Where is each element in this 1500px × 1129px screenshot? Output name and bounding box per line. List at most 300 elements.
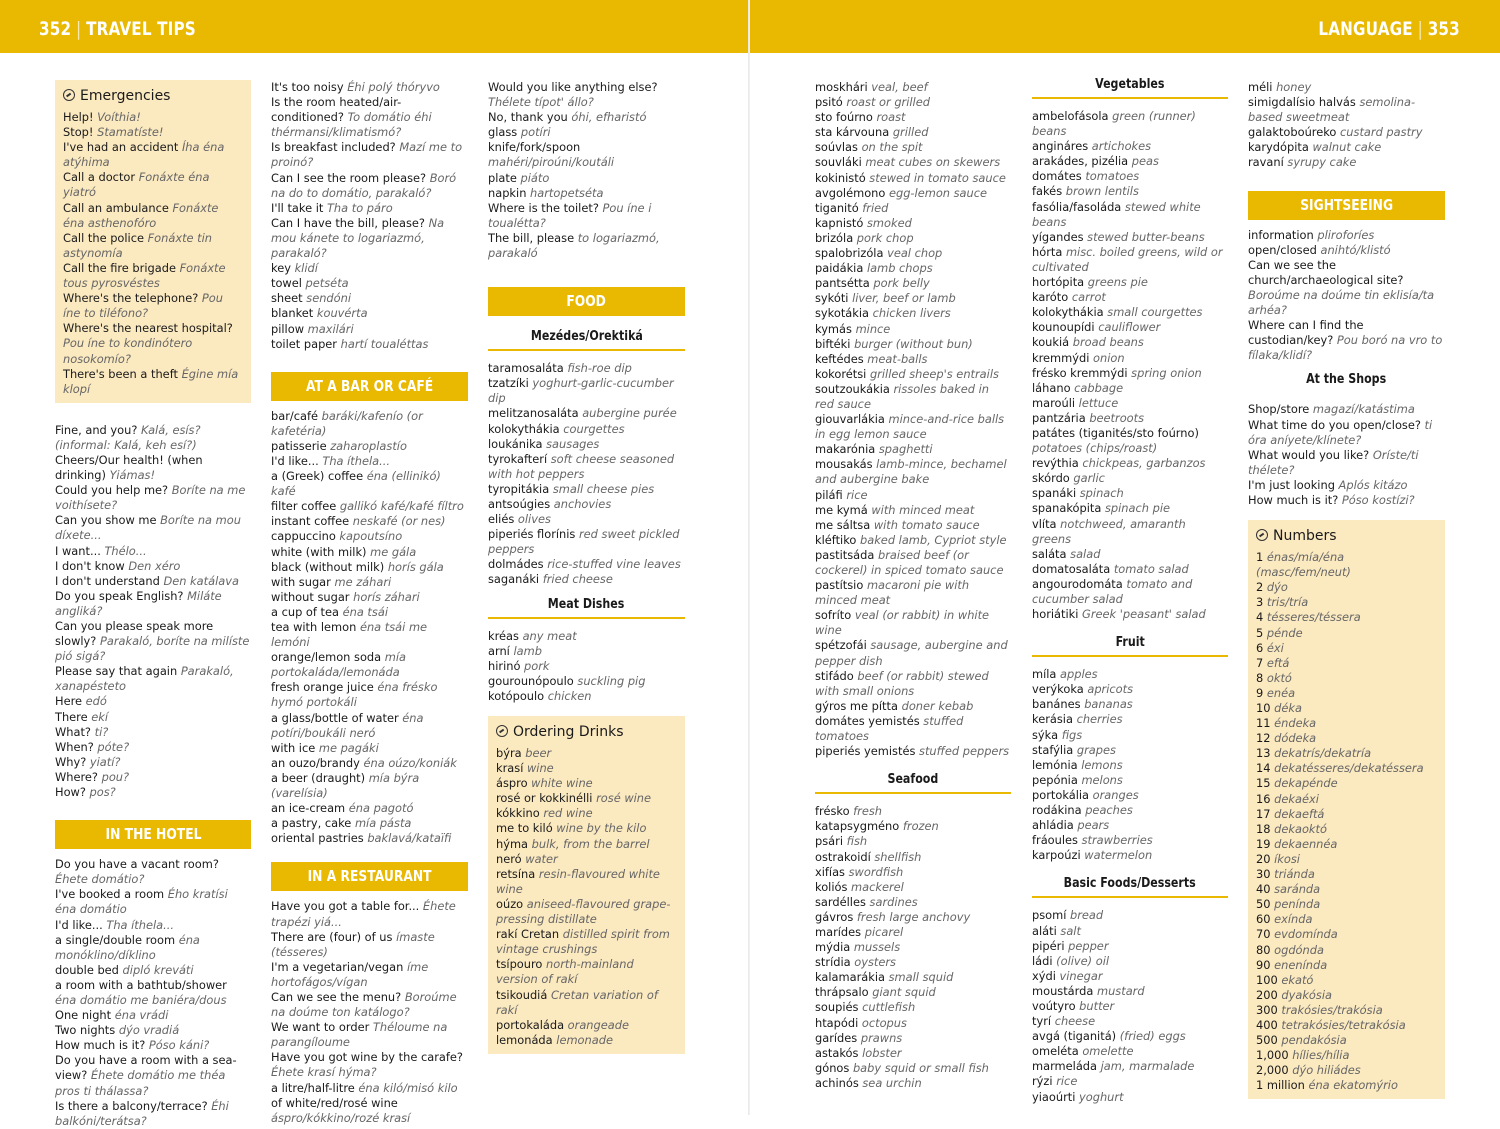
phrase-english: loukánika bbox=[488, 436, 547, 451]
phrase-entry bbox=[815, 186, 1011, 201]
phrase-greek: roast bbox=[876, 110, 906, 125]
phrase-english: Do you have a vacant room? bbox=[55, 857, 219, 872]
phrase-greek: baked lamb, Cypriot style bbox=[860, 532, 1007, 547]
phrase-english: cappuccino bbox=[271, 529, 340, 544]
phrase-entry bbox=[815, 488, 1011, 503]
phrase-greek: éna domátio me baniéra/dous bbox=[55, 992, 227, 1007]
phrase-greek: éna vrádi bbox=[114, 1008, 169, 1023]
phrase-greek: onion bbox=[1093, 350, 1125, 365]
phrase-greek: any meat bbox=[522, 628, 577, 643]
phrase-entry bbox=[815, 985, 1011, 1000]
phrase-english: I'd like... bbox=[55, 917, 107, 932]
right-section-title: LANGUAGE bbox=[1318, 18, 1413, 40]
phrase-entry bbox=[1256, 746, 1437, 761]
phrase-entry bbox=[271, 650, 468, 680]
phrase-english: an ouzo/brandy bbox=[271, 755, 364, 770]
phrase-greek: ti óra aníyete/klínete? bbox=[1248, 417, 1433, 447]
phrase-english: towel bbox=[271, 276, 306, 291]
phrase-english: domátes yemistés bbox=[815, 713, 924, 728]
phrase-greek: Égine mía klopí bbox=[63, 366, 239, 396]
phrase-english: The bill, please bbox=[488, 230, 578, 245]
phrase-english: gónos bbox=[815, 1060, 853, 1075]
phrase-english: 400 bbox=[1256, 1017, 1282, 1032]
phrase-english: gávros bbox=[815, 909, 857, 924]
phrase-english: spalobrizóla bbox=[815, 246, 888, 261]
phrase-entry bbox=[1032, 486, 1228, 501]
phrase-entry bbox=[488, 140, 685, 170]
phrase-greek: brown lentils bbox=[1065, 184, 1139, 199]
phrase-english: Help! bbox=[63, 110, 98, 124]
phrase-entry bbox=[815, 518, 1011, 533]
phrase-english: soúvlas bbox=[815, 140, 862, 155]
phrase-greek: (fried) eggs bbox=[1119, 1029, 1186, 1044]
vegetables-heading: Vegetables bbox=[1032, 76, 1228, 99]
phrase-greek: mustard bbox=[1096, 983, 1145, 998]
phrase-entry bbox=[1032, 411, 1228, 426]
phrase-english: How much is it? bbox=[1248, 492, 1342, 507]
seafood-list bbox=[815, 804, 1011, 1091]
phrase-entry bbox=[1248, 402, 1445, 417]
phrase-greek: maxilári bbox=[307, 321, 354, 336]
phrase-greek: bread bbox=[1070, 908, 1104, 923]
phrase-english: 2 bbox=[1256, 580, 1267, 595]
phrase-greek: courgettes bbox=[563, 421, 625, 436]
phrase-entry bbox=[1032, 788, 1228, 803]
phrase-english: I don't understand bbox=[55, 573, 164, 588]
phrase-entry bbox=[55, 725, 251, 740]
phrase-greek: honey bbox=[1276, 80, 1312, 94]
phrase-greek: braised beef (or cockerel) in spiced tomato sauce bbox=[815, 547, 1004, 577]
header-bar bbox=[0, 0, 1500, 53]
phrase-english: Please say that again bbox=[55, 664, 181, 679]
phrase-english: 18 bbox=[1256, 821, 1275, 836]
phrase-greek: sausages bbox=[546, 436, 600, 451]
phrase-greek: dekaéxi bbox=[1274, 791, 1319, 806]
phrase-greek: tésseres/téssera bbox=[1266, 610, 1361, 625]
phrase-greek: dekaennéa bbox=[1274, 836, 1338, 851]
phrase-entry bbox=[488, 512, 685, 527]
phrase-greek: potatoes (chips/roast) bbox=[1032, 441, 1158, 456]
phrase-english: tiganitó bbox=[815, 200, 863, 215]
phrase-entry bbox=[63, 110, 243, 125]
phrase-entry bbox=[271, 930, 468, 960]
phrase-greek: peas bbox=[1131, 154, 1159, 169]
phrase-entry bbox=[1032, 200, 1228, 230]
phrase-english: What? bbox=[55, 724, 95, 739]
phrase-greek: enéa bbox=[1266, 685, 1296, 700]
basic-foods-heading: Basic Foods/Desserts bbox=[1032, 875, 1228, 898]
phrase-greek: peaches bbox=[1085, 803, 1133, 818]
phrase-entry bbox=[496, 1033, 677, 1048]
phrase-greek: éna tsái me lemóni bbox=[271, 620, 428, 650]
column-1 bbox=[55, 80, 251, 1129]
phrase-entry bbox=[55, 1008, 251, 1023]
phrase-greek: greens pie bbox=[1087, 275, 1148, 290]
phrase-english: arní bbox=[488, 643, 514, 658]
phrase-greek: smoked bbox=[866, 215, 912, 230]
phrase-english: Do you have a room with a sea-view? bbox=[55, 1053, 237, 1083]
phrase-greek: spring onion bbox=[1131, 365, 1202, 380]
phrase-greek: Pou íne to tiléfono? bbox=[63, 291, 223, 321]
phrase-english: Call the fire brigade bbox=[63, 260, 180, 275]
phrase-greek: anchovies bbox=[553, 496, 612, 511]
phrase-greek: cherries bbox=[1076, 712, 1123, 727]
phrase-entry bbox=[1032, 908, 1228, 923]
phrase-english: Can we see the church/archaeological site? bbox=[1248, 257, 1404, 287]
phrase-english: gourounópoulo bbox=[488, 673, 578, 688]
phrase-greek: prawns bbox=[860, 1030, 903, 1045]
phrase-greek: red sweet pickled peppers bbox=[488, 527, 680, 557]
phrase-english: Cheers/Our health! (when drinking) bbox=[55, 452, 203, 483]
phrase-greek: cabbage bbox=[1074, 380, 1124, 395]
phrase-english: hórta bbox=[1032, 244, 1066, 259]
phrase-entry bbox=[815, 171, 1011, 186]
phrase-entry bbox=[1256, 1003, 1437, 1018]
drinks-title: Ordering Drinks bbox=[496, 722, 677, 742]
phrase-english: tyropitákia bbox=[488, 481, 553, 496]
phrase-english: I'll take it bbox=[271, 200, 327, 215]
right-page-number: 353 bbox=[1427, 18, 1460, 40]
phrase-entry bbox=[815, 895, 1011, 910]
phrase-english: láhano bbox=[1032, 380, 1075, 395]
phrase-english: 8 bbox=[1256, 670, 1267, 685]
phrase-english: neró bbox=[496, 851, 526, 866]
phrase-entry bbox=[496, 957, 677, 987]
phrase-english: 9 bbox=[1256, 685, 1267, 700]
phrase-english: kymás bbox=[815, 321, 856, 336]
phrase-english: pantzária bbox=[1032, 410, 1090, 425]
phrase-entry bbox=[1032, 547, 1228, 562]
phrase-entry bbox=[271, 899, 468, 929]
phrase-greek: (olive) oil bbox=[1056, 953, 1110, 968]
phrase-greek: Fonáxte tin astynomía bbox=[63, 230, 213, 260]
phrase-english: fresh orange juice bbox=[271, 680, 378, 695]
phrase-entry bbox=[488, 497, 685, 512]
phrase-greek: ekató bbox=[1281, 972, 1314, 987]
phrase-greek: spinach bbox=[1079, 486, 1124, 501]
phrase-english: retsína bbox=[496, 866, 539, 881]
phrase-english: marídes bbox=[815, 924, 865, 939]
phrase-entry bbox=[488, 406, 685, 421]
phrase-english: What time do you open/close? bbox=[1248, 417, 1425, 432]
phrase-english: patisserie bbox=[271, 438, 331, 453]
phrase-greek: salad bbox=[1070, 546, 1101, 561]
phrase-entry bbox=[1032, 607, 1228, 622]
phrase-greek: kapoutsíno bbox=[339, 529, 403, 544]
phrase-greek: olives bbox=[517, 512, 551, 527]
phrase-greek: Íha éna atýhima bbox=[63, 140, 225, 170]
phrase-entry bbox=[1256, 701, 1437, 716]
phrase-entry bbox=[815, 834, 1011, 849]
phrase-entry bbox=[496, 806, 677, 821]
phrase-entry bbox=[55, 574, 251, 589]
phrase-entry bbox=[55, 453, 251, 483]
phrase-english: gýros me pítta bbox=[815, 698, 902, 713]
phrase-english: kremmýdi bbox=[1032, 350, 1093, 365]
phrase-english: No, thank you bbox=[488, 110, 572, 125]
phrase-entry bbox=[271, 605, 468, 620]
phrase-greek: Póso káni? bbox=[148, 1038, 210, 1053]
phrase-entry bbox=[1032, 335, 1228, 350]
phrase-entry bbox=[815, 125, 1011, 140]
phrase-entry bbox=[815, 352, 1011, 367]
phrase-english: ládi bbox=[1032, 953, 1057, 968]
phrase-greek: Éhete domátio me théa pros ti thálassa? bbox=[55, 1068, 226, 1098]
phrase-english: kókkino bbox=[496, 806, 544, 821]
phrase-entry bbox=[1032, 833, 1228, 848]
phrase-entry bbox=[488, 659, 685, 674]
phrase-entry bbox=[1032, 1059, 1228, 1074]
phrase-english: 100 bbox=[1256, 972, 1282, 987]
phrase-english: orange/lemon soda bbox=[271, 650, 385, 665]
phrase-entry bbox=[271, 439, 468, 454]
phrase-greek: tomato and cucumber salad bbox=[1032, 576, 1193, 606]
phrase-english: kléftiko bbox=[815, 532, 860, 547]
phrase-greek: baklavá/kataïfi bbox=[367, 831, 452, 846]
phrase-english: méli bbox=[1248, 80, 1277, 94]
phrase-greek: lobster bbox=[862, 1045, 902, 1060]
phrase-greek: liver, beef or lamb bbox=[852, 291, 956, 306]
phrase-english: I want... bbox=[55, 543, 105, 558]
phrase-greek: októ bbox=[1266, 670, 1292, 685]
phrase-english: rosé or kokkinélli bbox=[496, 791, 597, 806]
phrase-english: sta kárvouna bbox=[815, 125, 893, 140]
seafood-heading: Seafood bbox=[815, 771, 1011, 794]
phrase-greek: chicken bbox=[547, 688, 592, 703]
phrase-entry bbox=[815, 940, 1011, 955]
phrase-entry bbox=[815, 382, 1011, 412]
phrase-entry bbox=[1032, 803, 1228, 818]
phrase-english: rakí Cretan bbox=[496, 927, 563, 942]
phrase-english: souvláki bbox=[815, 155, 866, 170]
phrase-greek: giant squid bbox=[872, 985, 936, 1000]
phrase-entry bbox=[1032, 818, 1228, 833]
phrase-english: moustárda bbox=[1032, 983, 1097, 998]
phrase-english: kapnistó bbox=[815, 215, 867, 230]
phrase-entry bbox=[1248, 243, 1445, 258]
phrase-entry bbox=[1032, 139, 1228, 154]
phrase-greek: wine bbox=[526, 761, 554, 776]
phrase-entry bbox=[55, 785, 251, 800]
phrase-english: simigdalísio halvás bbox=[1248, 95, 1360, 110]
phrase-greek: spaghetti bbox=[878, 442, 933, 457]
phrase-entry bbox=[815, 1046, 1011, 1061]
phrase-greek: strawberries bbox=[1081, 833, 1153, 848]
phrase-entry bbox=[1248, 95, 1445, 125]
phrase-entry bbox=[815, 638, 1011, 668]
phrase-english: koliós bbox=[815, 879, 852, 894]
phrase-english: krasí bbox=[496, 761, 527, 776]
left-section-title: TRAVEL TIPS bbox=[86, 18, 196, 40]
phrase-english: key bbox=[271, 261, 295, 276]
phrase-greek: mahéri/piroúni/koutáli bbox=[488, 155, 615, 170]
phrase-english: ambelofásola bbox=[1032, 109, 1113, 123]
phrase-greek: Voíthia! bbox=[97, 110, 141, 124]
phrase-greek: Parakaló, boríte na milíste pió sigá? bbox=[55, 634, 250, 664]
phrase-english: astakós bbox=[815, 1045, 863, 1060]
phrase-entry bbox=[271, 680, 468, 710]
phrase-english: Call an ambulance bbox=[63, 200, 173, 215]
phrase-entry bbox=[1032, 758, 1228, 773]
phrase-entry bbox=[55, 710, 251, 725]
phrase-english: I'm just looking bbox=[1248, 477, 1339, 492]
phrase-english: psári bbox=[815, 834, 847, 849]
phrase-entry bbox=[55, 483, 251, 513]
phrase-entry bbox=[1032, 1044, 1228, 1059]
phrase-greek: mía portokaláda/lemonáda bbox=[271, 650, 406, 680]
phrase-greek: sea urchin bbox=[862, 1075, 922, 1090]
phrase-entry bbox=[488, 361, 685, 376]
phrase-greek: rice-stuffed vine leaves bbox=[547, 557, 681, 572]
phrase-english: plate bbox=[488, 170, 521, 185]
phrase-greek: mía býra (varelísia) bbox=[271, 770, 420, 801]
phrase-english: revýthia bbox=[1032, 456, 1083, 471]
phrase-entry bbox=[1032, 320, 1228, 335]
phrase-greek: on the spit bbox=[861, 140, 923, 155]
phrase-entry bbox=[1032, 924, 1228, 939]
phrase-entry bbox=[488, 171, 685, 186]
phrase-greek: lemonade bbox=[556, 1032, 613, 1047]
phrase-entry bbox=[1032, 517, 1228, 547]
phrase-greek: ekí bbox=[91, 709, 109, 724]
phrase-greek: grilled bbox=[892, 125, 929, 140]
phrase-entry bbox=[488, 422, 685, 437]
phrase-entry bbox=[815, 608, 1011, 638]
phrase-entry bbox=[1256, 943, 1437, 958]
phrase-english: kokorétsi bbox=[815, 366, 870, 381]
phrase-entry bbox=[1248, 140, 1445, 155]
phrase-english: sardélles bbox=[815, 894, 870, 909]
basic-foods-list bbox=[1032, 908, 1228, 1104]
phrase-greek: éndeka bbox=[1274, 716, 1317, 731]
phrase-greek: picarel bbox=[864, 924, 904, 939]
phrase-entry bbox=[55, 918, 251, 933]
phrase-entry bbox=[488, 125, 685, 140]
phrase-english: I'm a vegetarian/vegan bbox=[271, 959, 407, 974]
phrase-greek: Stamatíste! bbox=[97, 125, 164, 140]
phrase-greek: vinegar bbox=[1059, 968, 1103, 983]
phrase-english: spanáki bbox=[1032, 486, 1080, 501]
phrase-entry bbox=[488, 376, 685, 406]
phrase-greek: rissoles baked in red sauce bbox=[815, 381, 989, 411]
phrase-english: verýkoka bbox=[1032, 682, 1088, 697]
phrase-greek: veal, beef bbox=[871, 80, 928, 94]
phrase-entry bbox=[1032, 969, 1228, 984]
sightseeing-band: SIGHTSEEING bbox=[1248, 191, 1445, 220]
phrase-english: toilet paper bbox=[271, 336, 341, 351]
mezedes-list bbox=[488, 361, 685, 587]
phrase-english: psitó bbox=[815, 95, 847, 110]
phrase-english: There bbox=[55, 709, 92, 724]
phrase-greek: Fonáxte tous pyrosvéstes bbox=[63, 260, 226, 291]
phrase-entry bbox=[1032, 154, 1228, 169]
phrase-greek: Na mou kánete to logariazmó, parakaló? bbox=[271, 215, 445, 261]
phrase-greek: Éhete krasí hýma? bbox=[271, 1065, 377, 1080]
phrase-english: 2,000 bbox=[1256, 1063, 1293, 1078]
phrase-entry bbox=[1248, 228, 1445, 243]
phrase-english: an ice-cream bbox=[271, 801, 349, 816]
phrase-english: Is the room heated/air-conditioned? bbox=[271, 95, 402, 125]
phrase-greek: Boríte na me voithísete? bbox=[55, 483, 246, 513]
phrase-greek: artichokes bbox=[1091, 139, 1152, 154]
phrase-entry bbox=[815, 337, 1011, 352]
phrase-greek: Aplós kitázo bbox=[1338, 477, 1408, 492]
phrase-entry bbox=[271, 306, 468, 321]
phrase-entry bbox=[815, 276, 1011, 291]
restaurant-band: IN A RESTAURANT bbox=[271, 862, 468, 891]
phrase-entry bbox=[488, 437, 685, 452]
phrase-entry bbox=[815, 367, 1011, 382]
phrase-entry bbox=[815, 322, 1011, 337]
numbers-title: Numbers bbox=[1256, 526, 1437, 546]
phrase-greek: custard pastry bbox=[1340, 125, 1423, 140]
phrase-greek: lamb-mince, bechamel and aubergine bake bbox=[815, 457, 1007, 487]
phrase-english: melitzanosaláta bbox=[488, 406, 583, 421]
phrase-english: a litre/half-litre bbox=[271, 1080, 359, 1095]
phrase-entry bbox=[1256, 973, 1437, 988]
phrase-greek: aubergine purée bbox=[582, 406, 677, 421]
phrase-greek: rosé wine bbox=[596, 791, 652, 806]
phrase-entry bbox=[1256, 626, 1437, 641]
phrase-english: biftéki bbox=[815, 336, 855, 351]
phrase-english: giouvarlákia bbox=[815, 412, 889, 427]
phrase-english: Would you like anything else? bbox=[488, 80, 658, 94]
phrase-entry bbox=[815, 850, 1011, 865]
phrase-greek: áspro/kókkino/rozé krasí bbox=[271, 1110, 411, 1125]
phrase-english: strídia bbox=[815, 955, 855, 970]
phrase-english: angináres bbox=[1032, 139, 1092, 154]
phrase-greek: éna kiló/misó kilo bbox=[358, 1080, 458, 1095]
phrase-entry bbox=[1032, 501, 1228, 516]
phrase-english: information bbox=[1248, 227, 1318, 242]
phrase-entry bbox=[1032, 984, 1228, 999]
phrase-entry bbox=[1256, 792, 1437, 807]
phrase-english: 90 bbox=[1256, 957, 1275, 972]
phrase-entry bbox=[1256, 1063, 1437, 1078]
phrase-english: Where is the toilet? bbox=[488, 200, 603, 215]
phrase-greek: penínda bbox=[1274, 897, 1321, 912]
phrase-greek: fried cheese bbox=[542, 572, 613, 587]
clock-icon bbox=[1256, 529, 1268, 541]
phrase-greek: pos? bbox=[89, 785, 116, 800]
phrase-greek: Boroúme na doúme tin eklisía/ta arhéa? bbox=[1248, 287, 1435, 318]
phrase-english: saláta bbox=[1032, 546, 1071, 561]
phrase-entry bbox=[55, 933, 251, 963]
phrase-english: piperiés yemistés bbox=[815, 744, 920, 759]
phrase-entry bbox=[488, 527, 685, 557]
phrase-entry bbox=[496, 927, 677, 957]
phrase-greek: óhi, efharistó bbox=[571, 110, 647, 125]
phrase-english: makarónia bbox=[815, 442, 879, 457]
phrase-greek: Mazí me to proinó? bbox=[271, 140, 463, 170]
phrase-english: bar/café bbox=[271, 408, 322, 423]
phrase-entry bbox=[55, 589, 251, 619]
phrase-english: pastítsio bbox=[815, 578, 867, 593]
phrase-english: pillow bbox=[271, 321, 308, 336]
phrase-entry bbox=[271, 560, 468, 575]
phrase-entry bbox=[488, 689, 685, 704]
phrase-greek: jam, marmalade bbox=[1100, 1059, 1195, 1074]
phrase-entry bbox=[815, 231, 1011, 246]
phrase-greek: frozen bbox=[902, 819, 939, 834]
phrase-entry bbox=[815, 533, 1011, 548]
phrase-entry bbox=[1032, 169, 1228, 184]
phrase-english: instant coffee bbox=[271, 514, 353, 529]
phrase-greek: Éhi polý thóryvo bbox=[347, 80, 440, 94]
phrase-greek: shellfish bbox=[874, 849, 922, 864]
phrase-greek: dýo hiliádes bbox=[1292, 1063, 1361, 1078]
phrase-english: spétzofái bbox=[815, 638, 871, 653]
